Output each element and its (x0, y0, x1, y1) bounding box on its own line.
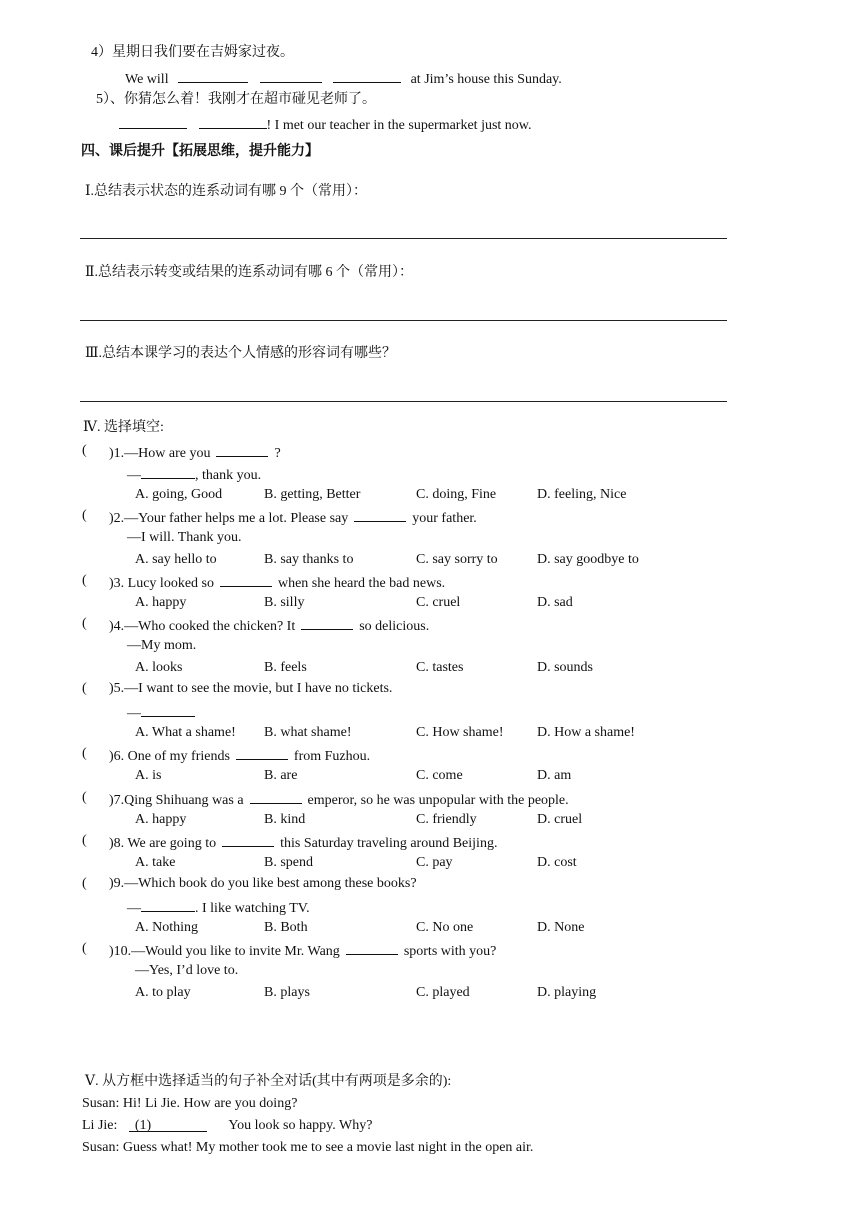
answer-blank[interactable] (250, 789, 302, 804)
mc-heading: Ⅳ. 选择填空: (83, 420, 164, 435)
answer-blank[interactable] (119, 114, 187, 129)
answer-bracket[interactable]: ( (82, 746, 87, 761)
answer-blank[interactable] (141, 464, 195, 479)
item4-english (125, 68, 562, 89)
stem-text: )10.—Would you like to invite Mr. Wang (109, 944, 340, 959)
option-c[interactable]: C. doing, Fine (416, 487, 497, 502)
stem-text: )1.—How are you (109, 446, 211, 461)
option-c[interactable]: C. No one (416, 920, 474, 935)
option-c[interactable]: C. tastes (416, 660, 464, 675)
answer-blank[interactable] (220, 572, 272, 587)
question-stem (109, 832, 497, 853)
option-d[interactable]: D. None (537, 920, 585, 935)
option-d[interactable]: D. cruel (537, 812, 583, 827)
stem-text: from Fuzhou. (293, 749, 371, 764)
dialogue-line: Susan: Guess what! My mother took me to see a movie last night in the open air. (82, 1140, 534, 1155)
answer-bracket[interactable]: ( (82, 790, 87, 805)
option-d[interactable]: D. feeling, Nice (537, 487, 627, 502)
option-d[interactable]: D. sounds (537, 660, 594, 675)
item5-english-end: ! I met our teacher in the supermarket just now. (266, 118, 532, 133)
answer-bracket[interactable]: ( (82, 833, 87, 848)
stem-text: )8. We are going to (109, 836, 217, 851)
option-a[interactable]: A. is (135, 768, 162, 783)
item5-chinese: 5）、你猜怎么着！我刚才在超市碰见老师了。 (96, 92, 376, 107)
question-stem (109, 572, 445, 593)
option-d[interactable]: D. sad (537, 595, 573, 610)
option-b[interactable]: B. what shame! (264, 725, 352, 740)
answer-bracket[interactable]: ( (82, 941, 87, 956)
answer-bracket[interactable]: ( (82, 616, 87, 631)
option-c[interactable]: C. friendly (416, 812, 477, 827)
dialogue-line: Susan: Hi! Li Jie. How are you doing? (82, 1096, 298, 1111)
answer-line[interactable] (80, 401, 727, 402)
option-d[interactable]: D. How a shame! (537, 725, 635, 740)
response-text: —I will. Thank you. (127, 530, 242, 545)
stem-text: your father. (412, 511, 477, 526)
answer-blank[interactable] (236, 745, 288, 760)
dialogue-text: You look so happy. Why? (228, 1118, 373, 1133)
answer-blank[interactable] (178, 68, 248, 83)
stem-text: )3. Lucy looked so (109, 576, 214, 591)
stem-text: when she heard the bad news. (277, 576, 446, 591)
question-stem (109, 680, 392, 698)
answer-line[interactable] (80, 238, 727, 239)
answer-blank[interactable] (301, 615, 353, 630)
stem-text: )5.—I want to see the movie, but I have no tickets. (109, 681, 393, 696)
option-b[interactable]: B. kind (264, 812, 306, 827)
stem-text: sports with you? (403, 944, 497, 959)
question-stem (109, 875, 417, 893)
option-d[interactable]: D. am (537, 768, 572, 783)
dialogue-heading: Ⅴ. 从方框中选择适当的句子补全对话(其中有两项是多余的): (85, 1074, 452, 1089)
option-c[interactable]: C. pay (416, 855, 453, 870)
option-d[interactable]: D. say goodbye to (537, 552, 639, 567)
answer-bracket[interactable]: ( (82, 573, 87, 588)
speaker-label: Li Jie: (82, 1118, 118, 1133)
response-text: , thank you. (195, 468, 262, 483)
question-stem (109, 507, 477, 528)
option-a[interactable]: A. Nothing (135, 920, 198, 935)
question-response (135, 962, 238, 980)
option-b[interactable]: B. feels (264, 660, 307, 675)
stem-text: )6. One of my friends (109, 749, 230, 764)
answer-blank[interactable] (222, 832, 274, 847)
option-c[interactable]: C. played (416, 985, 470, 1000)
answer-bracket[interactable]: ( (82, 443, 87, 458)
stem-text: emperor, so he was unpopular with the people. (307, 793, 569, 808)
option-c[interactable]: C. How shame! (416, 725, 504, 740)
stem-text: so delicious. (359, 619, 430, 634)
dialogue-line (82, 1117, 372, 1135)
answer-blank[interactable] (260, 68, 322, 83)
question-response (127, 464, 261, 485)
answer-blank[interactable] (141, 897, 195, 912)
blank-number: (1) (134, 1118, 152, 1133)
summary-question-3: Ⅲ.总结本课学习的表达个人情感的形容词有哪些？ (85, 346, 396, 361)
answer-bracket[interactable]: ( (82, 876, 87, 891)
answer-blank[interactable] (216, 442, 268, 457)
answer-blank[interactable] (199, 114, 267, 129)
response-text: — (127, 468, 141, 483)
question-response (127, 702, 195, 723)
item4-chinese: 4）星期日我们要在吉姆家过夜。 (91, 45, 294, 60)
item4-english-end: at Jim’s house this Sunday. (410, 72, 562, 87)
option-a[interactable]: A. looks (135, 660, 183, 675)
option-b[interactable]: B. are (264, 768, 298, 783)
option-c[interactable]: C. come (416, 768, 463, 783)
option-b[interactable]: B. say thanks to (264, 552, 354, 567)
response-text: . I like watching TV. (195, 901, 310, 916)
option-a[interactable]: A. take (135, 855, 176, 870)
question-response (127, 529, 241, 547)
answer-line[interactable] (80, 320, 727, 321)
response-text: — (127, 901, 141, 916)
option-a[interactable]: A. to play (135, 985, 191, 1000)
question-stem (109, 442, 281, 463)
option-b[interactable]: B. spend (264, 855, 313, 870)
item5-english (119, 114, 532, 135)
stem-text: ? (274, 446, 281, 461)
question-response (127, 897, 310, 918)
answer-bracket[interactable]: ( (82, 681, 87, 696)
option-b[interactable]: B. plays (264, 985, 310, 1000)
answer-blank[interactable] (141, 702, 195, 717)
question-stem (109, 940, 496, 961)
option-c[interactable]: C. cruel (416, 595, 461, 610)
option-a[interactable]: A. happy (135, 595, 187, 610)
answer-blank[interactable] (354, 507, 406, 522)
item4-english-start: We will (125, 72, 169, 87)
option-a[interactable]: A. What a shame! (135, 725, 236, 740)
option-b[interactable]: B. Both (264, 920, 308, 935)
option-c[interactable]: C. say sorry to (416, 552, 498, 567)
summary-question-2: Ⅱ.总结表示转变或结果的连系动词有哪 6 个（常用）： (85, 265, 414, 280)
response-text: —Yes, I’d love to. (135, 963, 239, 978)
question-stem (109, 745, 370, 766)
question-response (127, 637, 196, 655)
stem-text: this Saturday traveling around Beijing. (280, 836, 498, 851)
option-a[interactable]: A. say hello to (135, 552, 217, 567)
section-heading: 四、课后提升【拓展思维，提升能力】 (81, 144, 319, 159)
option-b[interactable]: B. silly (264, 595, 305, 610)
response-text: — (127, 706, 141, 721)
stem-text: )9.—Which book do you like best among these books? (109, 876, 417, 891)
answer-blank[interactable] (346, 940, 398, 955)
option-d[interactable]: D. playing (537, 985, 597, 1000)
stem-text: )4.—Who cooked the chicken? It (109, 619, 296, 634)
option-a[interactable]: A. going, Good (135, 487, 223, 502)
question-stem (109, 789, 569, 810)
option-b[interactable]: B. getting, Better (264, 487, 361, 502)
question-stem (109, 615, 429, 636)
option-d[interactable]: D. cost (537, 855, 577, 870)
option-a[interactable]: A. happy (135, 812, 187, 827)
answer-bracket[interactable]: ( (82, 508, 87, 523)
stem-text: )7.Qing Shihuang was a (109, 793, 244, 808)
dialogue-blank[interactable] (129, 1117, 207, 1132)
summary-question-1: Ⅰ.总结表示状态的连系动词有哪 9 个（常用）： (85, 184, 368, 199)
response-text: —My mom. (127, 638, 197, 653)
answer-blank[interactable] (333, 68, 401, 83)
stem-text: )2.—Your father helps me a lot. Please say (109, 511, 349, 526)
